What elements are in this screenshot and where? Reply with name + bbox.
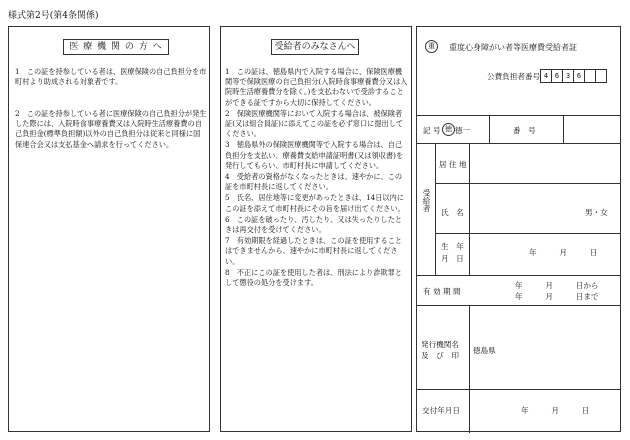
- birth-label-line-2: 月 日: [441, 254, 464, 263]
- issuer-value: 徳島県: [473, 346, 496, 355]
- notice-item: 1 この証は、徳島県内で入院する場合に、保険医療機関等で保険医療の自己負担分(入院時食事療養費分又は入院時生活療養費分を除く。)を支払わないで受診することができる証ですから大切に保持してください。: [225, 67, 408, 107]
- notice-item: 3 徳島県外の保険医療機関等で入院する場合は、自己負担分を支払い、療養費支給申請証明書(又は領収書)を発行してもらい、市町村長に申請してください。: [225, 140, 404, 170]
- divider: [435, 233, 620, 234]
- record-symbol-label: 記 号: [423, 126, 441, 135]
- payer-digit: 3: [562, 69, 574, 83]
- divider: [435, 183, 620, 184]
- medical-institution-panel: [8, 26, 210, 432]
- certificate-title: 重度心身障がい者等医療費受給者証: [449, 43, 577, 52]
- divider: [417, 275, 620, 276]
- notice-item: 8 不正にこの証を使用した者は、刑法により詐欺罪として懲役の処分を受けます。: [225, 267, 403, 288]
- recipient-notice-panel: [220, 26, 412, 432]
- address-label: 居 住 地: [439, 160, 467, 169]
- issue-date-label: 交付年月日: [422, 406, 460, 415]
- divider: [489, 115, 490, 143]
- payer-digit: 4: [540, 69, 552, 83]
- certificate-seal-mark: 重: [425, 40, 438, 53]
- notice-item: 7 有効期限を経過したときは、この証を使用することはできませんから、速やかに市町村長に返してください。: [225, 236, 403, 266]
- institution-note-1: 1 この証を持参している者は、医療保険の自己負担分を市町村より助成される対象者です。: [15, 67, 207, 87]
- divider: [563, 115, 564, 143]
- payer-digit: [595, 69, 607, 83]
- divider: [417, 305, 620, 306]
- record-seal-mark: 徳: [442, 123, 455, 136]
- recipient-label: [422, 189, 431, 214]
- valid-to-value: 年 月 日まで: [515, 292, 599, 301]
- notice-item: 5 氏名、居住地等に変更があったときは、14日以内にこの証を添えて市町村長にその旨を届け出てください。: [225, 193, 405, 213]
- divider: [469, 143, 470, 275]
- recipient-certificate: [416, 26, 621, 432]
- divider: [469, 305, 470, 389]
- institution-note-2: 2 この証を持参している者に医療保険の自己負担分が発生した際には、入院時食事療養費又は入院時生活療養費の自己負担金(標準負担額)以外の自己負担分は従来と同様に国保連合会又は支払基金へ請求を行ってください。: [15, 109, 207, 149]
- notice-item: 6 この証を破ったり、汚したり、又は失ったりしたときは再交付を受けてください。: [225, 214, 403, 235]
- payer-digit: 6: [573, 69, 585, 83]
- name-label: 氏 名: [441, 208, 464, 217]
- divider: [435, 143, 436, 275]
- divider: [417, 115, 620, 116]
- record-symbol-value: 徳一: [455, 126, 471, 135]
- validity-period-label: 有 効 期 間: [423, 287, 461, 296]
- valid-from-value: 年 月 日から: [515, 281, 599, 290]
- payer-number-label: 公費負担者番号: [487, 72, 541, 81]
- divider: [417, 389, 620, 390]
- payer-number-boxes: [541, 69, 607, 83]
- issuer-label-line-2: 及 び 印: [421, 351, 459, 360]
- issue-date-value: 年 月 日: [521, 406, 590, 415]
- payer-digit: 6: [551, 69, 563, 83]
- certificate-number-label: 番 号: [513, 126, 536, 135]
- divider: [469, 389, 470, 433]
- divider: [417, 143, 620, 144]
- recipient-notice-list: [225, 67, 409, 289]
- medical-institution-title: 医 療 機 関 の 方 へ: [63, 39, 169, 55]
- recipient-label-text: 受給者: [422, 189, 431, 212]
- form-number-label: 様式第2号(第4条関係): [8, 11, 99, 21]
- birth-date-value: 年 月 日: [529, 248, 598, 257]
- notice-item: 2 保険医療機関等において入院する場合は、被保険者証(又は組合員証)に添えてこの証を必ず窓口に提出してください。: [225, 108, 404, 139]
- recipient-notice-title: 受給者のみなさんへ: [271, 39, 359, 55]
- issuer-label-line-1: 発行機関名: [421, 340, 459, 349]
- birth-label-line-1: 生 年: [441, 242, 464, 251]
- gender-options: 男・女: [585, 208, 608, 217]
- notice-item: 4 受給者の資格がなくなったときは、速やかに、この証を市町村長に返してください。: [225, 172, 403, 192]
